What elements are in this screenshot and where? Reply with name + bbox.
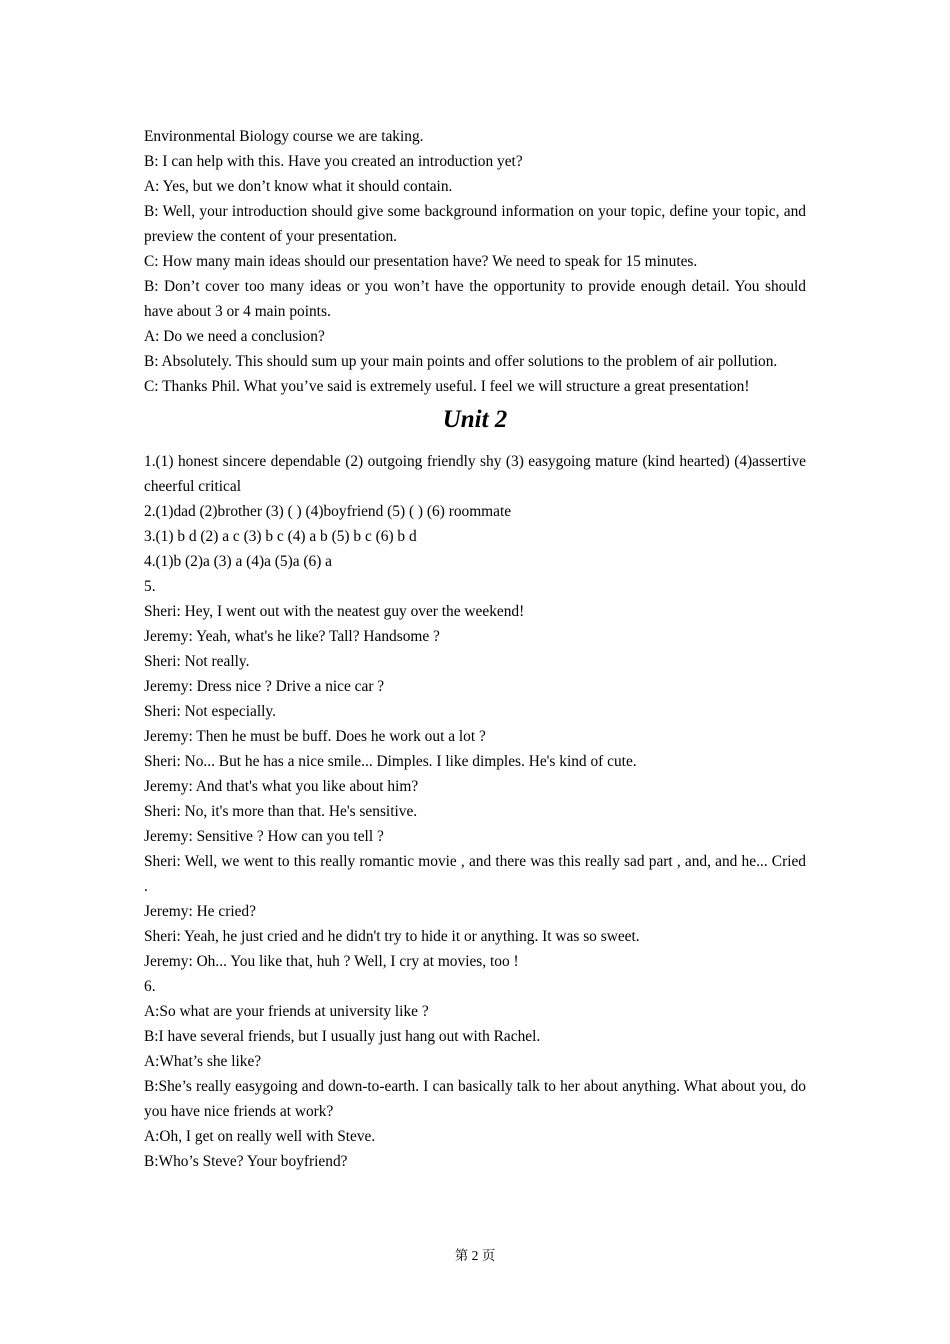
document-page (144, 124, 806, 1174)
dialogue-line: Sheri: Hey, I went out with the neatest guy over the weekend! (144, 603, 525, 620)
text-line: A: Yes, but we don’t know what it should contain. (144, 178, 453, 195)
dialogue-line: A:What’s she like? (144, 1053, 262, 1070)
answer-line: 2.(1)dad (2)brother (3) ( ) (4)boyfriend (5) ( ) (6) roommate (144, 503, 512, 520)
answer-line: 1.(1) honest sincere dependable (2) outgoing friendly shy (3) easygoing mature (kind hearted) (4)assertive cheerful critical (144, 453, 806, 495)
dialogue-line: A:So what are your friends at university like ? (144, 1003, 429, 1020)
text-line: B: I can help with this. Have you created an introduction yet? (144, 153, 523, 170)
dialogue-line: Sheri: Yeah, he just cried and he didn't try to hide it or anything. It was so sweet. (144, 928, 640, 945)
dialogue-line: Jeremy: And that's what you like about him? (144, 778, 419, 795)
unit-heading: Unit 2 (442, 406, 508, 433)
dialogue-paragraph: Sheri: Well, we went to this really romantic movie , and there was this really sad part , and, and he... Cried . (144, 853, 806, 895)
dialogue-line: Jeremy: Dress nice ? Drive a nice car ? (144, 678, 385, 695)
text-paragraph: B: Absolutely. This should sum up your main points and offer solutions to the problem of air pollution. (144, 353, 778, 370)
dialogue-line: A:Oh, I get on really well with Steve. (144, 1128, 376, 1145)
dialogue-line: B:I have several friends, but I usually just hang out with Rachel. (144, 1028, 541, 1045)
dialogue-line: B:Who’s Steve? Your boyfriend? (144, 1153, 348, 1170)
dialogue-line: Sheri: No... But he has a nice smile... Dimples. I like dimples. He's kind of cute. (144, 753, 637, 770)
text-line: Environmental Biology course we are taking. (144, 128, 424, 145)
dialogue-line: Jeremy: He cried? (144, 903, 256, 920)
text-paragraph: C: Thanks Phil. What you’ve said is extremely useful. I feel we will structure a great presentation! (144, 378, 750, 395)
dialogue-line: Jeremy: Yeah, what's he like? Tall? Handsome ? (144, 628, 440, 645)
dialogue-line: Jeremy: Then he must be buff. Does he work out a lot ? (144, 728, 486, 745)
dialogue-line: Jeremy: Oh... You like that, huh ? Well, I cry at movies, too ! (144, 953, 519, 970)
dialogue-paragraph: B:She’s really easygoing and down-to-earth. I can basically talk to her about anything. What about you, do you have nice friends at work? (144, 1078, 806, 1120)
page-number-footer: 第 2 页 (454, 1248, 496, 1263)
text-line: A: Do we need a conclusion? (144, 328, 325, 345)
dialogue-line: Sheri: Not really. (144, 653, 250, 670)
text-paragraph: B: Don’t cover too many ideas or you won’t have the opportunity to provide enough detail. You should have about 3 or 4 main points. (144, 278, 806, 320)
dialogue-line: Sheri: No, it's more than that. He's sensitive. (144, 803, 418, 820)
dialogue-line: Sheri: Not especially. (144, 703, 276, 720)
dialogue-line: Jeremy: Sensitive ? How can you tell ? (144, 828, 384, 845)
answer-line: 4.(1)b (2)a (3) a (4)a (5)a (6) a (144, 553, 333, 570)
text-line: C: How many main ideas should our presentation have? We need to speak for 15 minutes. (144, 253, 698, 270)
text-paragraph: B: Well, your introduction should give some background information on your topic, define your topic, and preview the content of your presentation. (144, 203, 806, 245)
section-label: 5. (144, 578, 156, 595)
answer-line: 3.(1) b d (2) a c (3) b c (4) a b (5) b c (6) b d (144, 528, 417, 545)
section-label: 6. (144, 978, 156, 995)
